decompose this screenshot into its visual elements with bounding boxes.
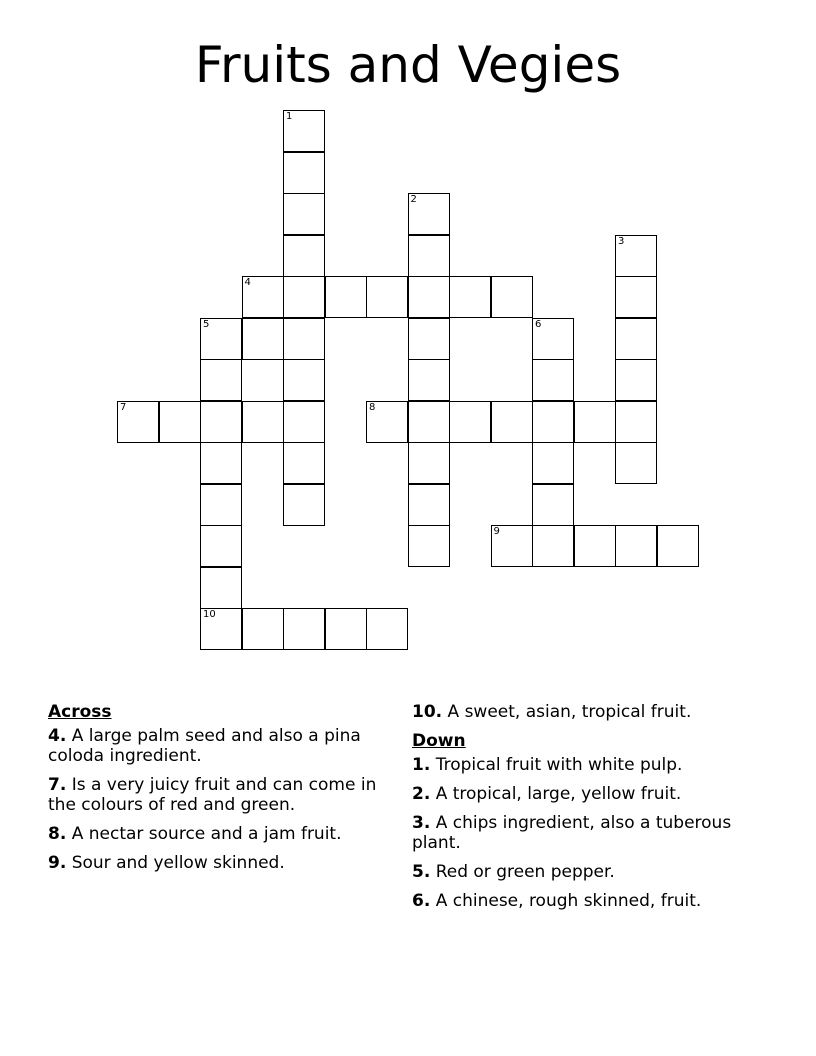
grid-cell[interactable] xyxy=(200,484,242,526)
clue-number: 2. xyxy=(412,784,431,804)
grid-cell[interactable] xyxy=(615,235,657,277)
grid-cell[interactable] xyxy=(242,276,284,318)
grid-cell[interactable] xyxy=(574,525,616,567)
grid-cell[interactable] xyxy=(449,276,491,318)
clue-down-3 xyxy=(412,813,782,853)
grid-cell[interactable] xyxy=(283,193,325,235)
grid-cell[interactable] xyxy=(408,235,450,277)
grid-cell[interactable] xyxy=(532,359,574,401)
grid-cell[interactable] xyxy=(408,442,450,484)
clues-left-column xyxy=(48,702,378,882)
grid-cell[interactable] xyxy=(532,442,574,484)
across-header: Across xyxy=(48,702,112,722)
cell-number: 10 xyxy=(203,609,216,620)
grid-cell[interactable] xyxy=(615,401,657,443)
clue-text: Tropical fruit with white pulp. xyxy=(435,755,683,775)
clue-text: A sweet, asian, tropical fruit. xyxy=(447,702,692,722)
clue-across-4 xyxy=(48,726,378,766)
clue-text: A nectar source and a jam fruit. xyxy=(71,824,342,844)
grid-cell[interactable] xyxy=(615,442,657,484)
clue-text: Is a very juicy fruit and can come in the colours of red and green. xyxy=(48,775,377,815)
grid-cell[interactable] xyxy=(532,401,574,443)
clue-number: 3. xyxy=(412,813,431,833)
clue-across-10 xyxy=(412,702,782,722)
cell-number: 8 xyxy=(369,401,376,413)
clue-number: 9. xyxy=(48,853,67,873)
grid-cell[interactable] xyxy=(408,318,450,360)
grid-cell[interactable] xyxy=(200,401,242,443)
grid-cell[interactable] xyxy=(283,359,325,401)
clue-number: 7. xyxy=(48,775,67,795)
grid-cell[interactable] xyxy=(574,401,616,443)
grid-cell[interactable] xyxy=(408,276,450,318)
clue-text: A chips ingredient, also a tuberous plant. xyxy=(412,813,732,853)
grid-cell[interactable] xyxy=(200,442,242,484)
grid-cell[interactable] xyxy=(283,401,325,443)
clues-right-column xyxy=(412,702,782,920)
clue-text: A tropical, large, yellow fruit. xyxy=(435,784,682,804)
grid-cell[interactable] xyxy=(532,525,574,567)
clue-down-2 xyxy=(412,784,782,804)
cell-number: 7 xyxy=(120,401,127,413)
grid-cell[interactable] xyxy=(283,318,325,360)
cell-number: 6 xyxy=(535,318,542,330)
grid-cell[interactable] xyxy=(408,401,450,443)
clue-text: Sour and yellow skinned. xyxy=(71,853,285,873)
clue-number: 8. xyxy=(48,824,67,844)
down-header: Down xyxy=(412,731,466,751)
clue-down-5 xyxy=(412,862,782,882)
clue-number: 1. xyxy=(412,755,431,775)
grid-cell[interactable] xyxy=(283,276,325,318)
grid-cell[interactable] xyxy=(200,359,242,401)
grid-cell[interactable] xyxy=(532,484,574,526)
grid-cell[interactable] xyxy=(283,110,325,152)
grid-cell[interactable] xyxy=(491,276,533,318)
grid-cell[interactable] xyxy=(283,235,325,277)
grid-cell[interactable] xyxy=(242,401,284,443)
grid-cell[interactable] xyxy=(449,401,491,443)
grid-cell[interactable] xyxy=(615,276,657,318)
clue-down-6 xyxy=(412,891,782,911)
grid-cell[interactable] xyxy=(242,318,284,360)
grid-cell[interactable] xyxy=(408,525,450,567)
clue-text: A large palm seed and also a pina coloda ingredient. xyxy=(48,726,361,766)
grid-cell[interactable] xyxy=(615,318,657,360)
grid-cell[interactable] xyxy=(325,608,367,650)
clue-down-1 xyxy=(412,755,782,775)
grid-cell[interactable] xyxy=(615,359,657,401)
clue-across-8 xyxy=(48,824,378,844)
grid-cell[interactable] xyxy=(491,525,533,567)
grid-cell[interactable] xyxy=(117,401,159,443)
clue-number: 4. xyxy=(48,726,67,746)
grid-cell[interactable] xyxy=(242,608,284,650)
grid-cell[interactable] xyxy=(366,401,408,443)
grid-cell[interactable] xyxy=(366,276,408,318)
clue-text: A chinese, rough skinned, fruit. xyxy=(435,891,702,911)
clue-number: 10. xyxy=(412,702,443,722)
clue-across-7 xyxy=(48,775,378,815)
grid-cell[interactable] xyxy=(532,318,574,360)
clue-across-9 xyxy=(48,853,378,873)
grid-cell[interactable] xyxy=(283,442,325,484)
grid-cell[interactable] xyxy=(408,193,450,235)
grid-cell[interactable] xyxy=(200,567,242,609)
cell-number: 5 xyxy=(203,318,210,330)
grid-cell[interactable] xyxy=(325,276,367,318)
grid-cell[interactable] xyxy=(283,152,325,194)
cell-number: 3 xyxy=(618,235,625,247)
grid-cell[interactable] xyxy=(491,401,533,443)
grid-cell[interactable] xyxy=(408,359,450,401)
grid-cell[interactable] xyxy=(200,318,242,360)
page-title: Fruits and Vegies xyxy=(194,36,622,94)
grid-cell[interactable] xyxy=(200,608,242,650)
grid-cell[interactable] xyxy=(283,484,325,526)
clue-number: 5. xyxy=(412,862,431,882)
grid-cell[interactable] xyxy=(200,525,242,567)
cell-number: 9 xyxy=(493,526,500,537)
grid-cell[interactable] xyxy=(615,525,657,567)
cell-number: 4 xyxy=(244,277,251,288)
grid-cell[interactable] xyxy=(408,484,450,526)
grid-cell[interactable] xyxy=(283,608,325,650)
grid-cell[interactable] xyxy=(657,525,699,567)
grid-cell[interactable] xyxy=(366,608,408,650)
clue-number: 6. xyxy=(412,891,431,911)
clue-text: Red or green pepper. xyxy=(435,862,615,882)
cell-number: 2 xyxy=(410,194,417,205)
grid-cell[interactable] xyxy=(159,401,201,443)
cell-number: 1 xyxy=(286,111,293,122)
